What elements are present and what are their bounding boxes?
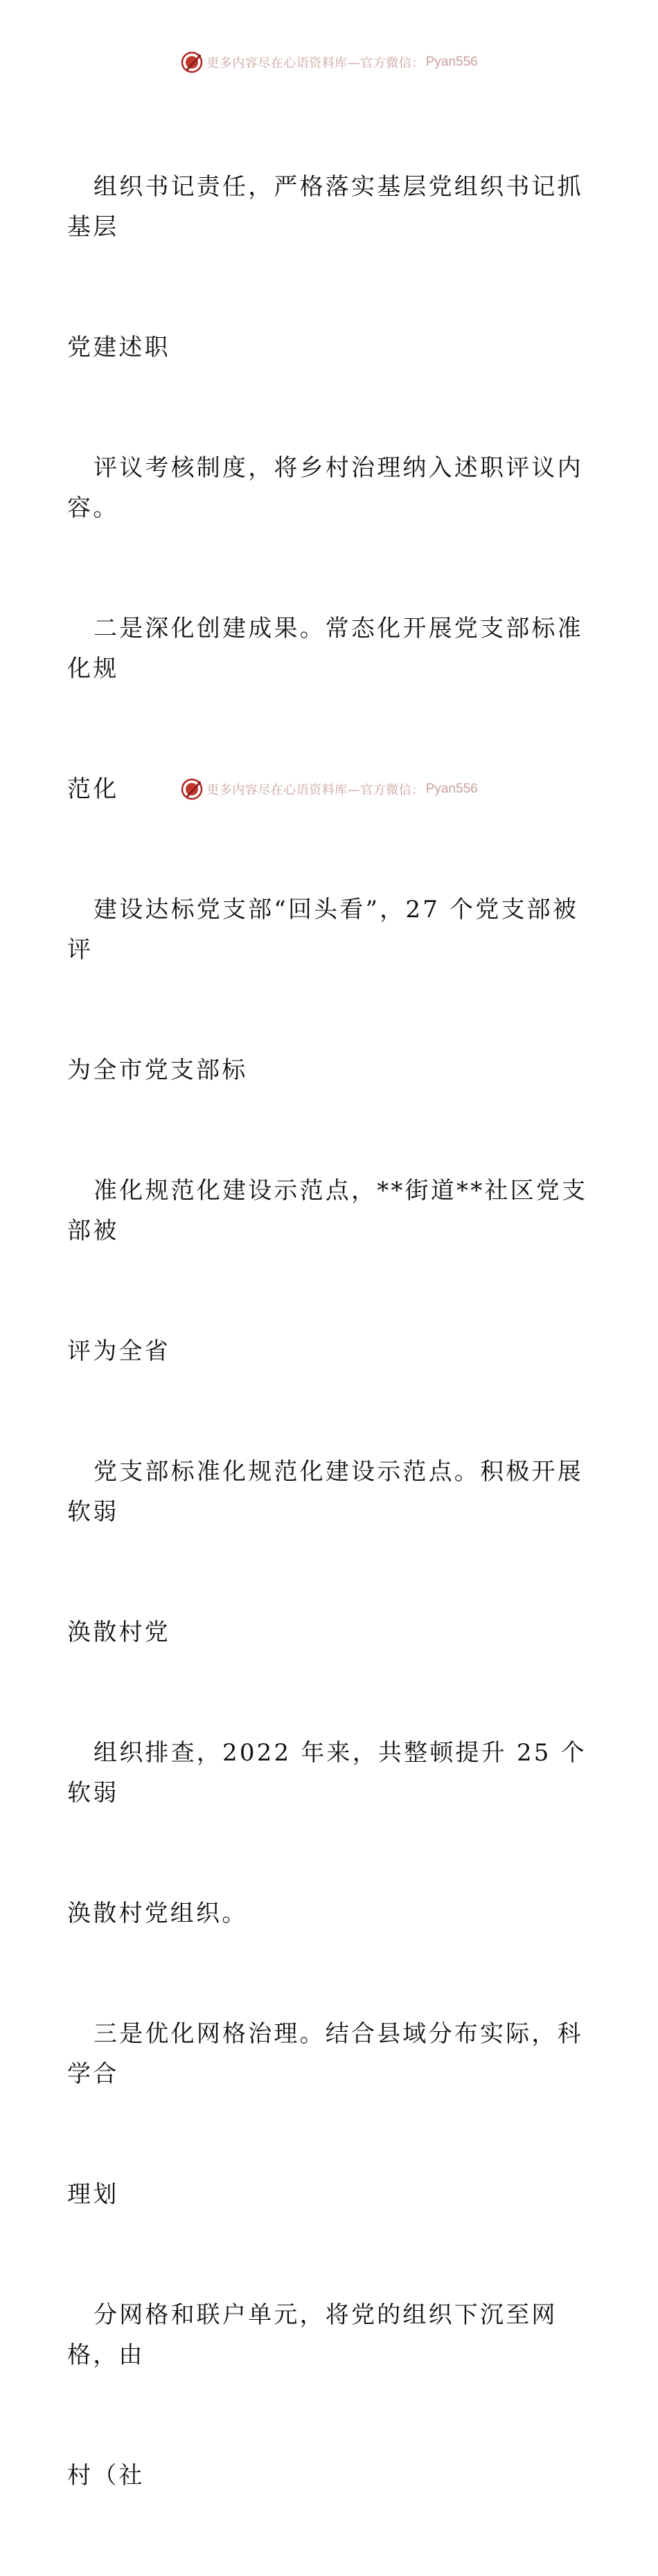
text-line: 组织排查，2022 年来，共整顿提升 25 个软弱 (67, 1739, 587, 1807)
text-line: 建设达标党支部“回头看”，27 个党支部被评 (67, 896, 579, 964)
body-text (67, 87, 594, 2576)
text-line: 评议考核制度，将乡村治理纳入述职评议内容。 (67, 454, 583, 522)
watermark-text: 更多内容尽在心语资料库—官方微信： (206, 56, 425, 71)
footer-watermark (0, 775, 658, 803)
text-line: 村（社 (67, 2462, 145, 2489)
watermark-text: 更多内容尽在心语资料库—官方微信： (206, 783, 425, 798)
text-line: 分网格和联户单元，将党的组织下沉至网格，由 (67, 2301, 558, 2369)
text-line: 涣散村党 (67, 1619, 170, 1646)
red-quill-seal-icon (180, 51, 204, 74)
text-line: 组织书记责任，严格落实基层党组织书记抓基层 (67, 173, 583, 241)
text-line: 党支部标准化规范化建设示范点。积极开展软弱 (67, 1458, 583, 1526)
red-quill-seal-icon (180, 777, 204, 801)
text-line: 为全市党支部标 (67, 1056, 248, 1084)
text-line: 二是深化创建成果。常态化开展党支部标准化规 (67, 615, 583, 683)
header-watermark (0, 48, 658, 76)
text-line: 范化 (67, 775, 119, 803)
text-line: 准化规范化建设示范点，**街道**社区党支部被 (67, 1177, 588, 1245)
watermark-wechat-id: Pyan556 (425, 782, 478, 796)
text-line: 评为全省 (67, 1337, 170, 1365)
document-body (67, 87, 594, 2576)
text-line: 三是优化网格治理。结合县域分布实际，科学合 (67, 2020, 583, 2088)
text-line: 涣散村党组织。 (67, 1900, 248, 1927)
watermark-wechat-id: Pyan556 (425, 55, 478, 69)
text-line: 党建述职 (67, 334, 170, 361)
text-line: 理划 (67, 2181, 119, 2208)
